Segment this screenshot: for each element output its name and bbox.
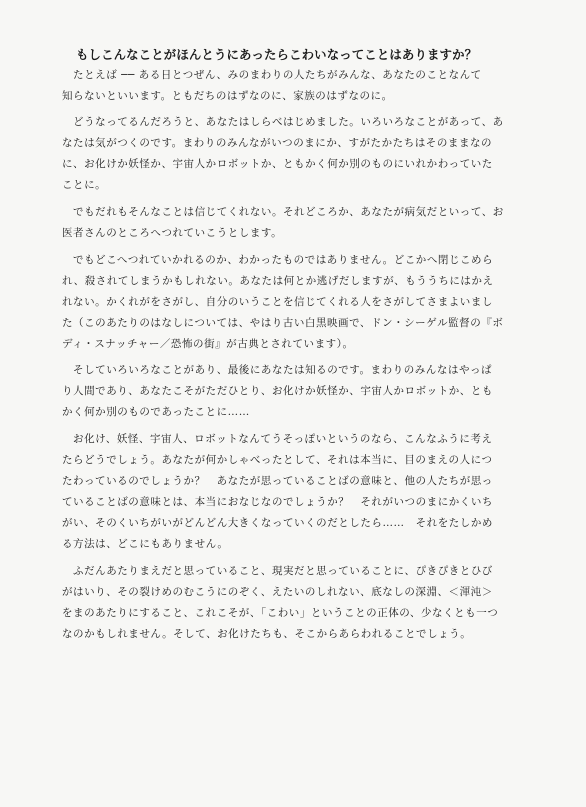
text-line: かく何か別のものであったことに……	[62, 406, 250, 418]
paragraph-6	[62, 424, 562, 550]
paragraph-1	[62, 60, 562, 102]
text-line: ディ・スナッチャー／恐怖の街』が古典とされています）。	[62, 338, 354, 350]
text-line: たわっているのでしょうか？ あなたが思っていることばの意味と、他の人たちが思っ	[62, 475, 493, 487]
document-body	[62, 60, 562, 640]
text-line: そしていろいろなことがあり、最後にあなたは知るのです。まわりのみんなはやっぱ	[62, 364, 493, 376]
text-line: でもだれもそんなことは信じてくれない。それどころか、あなたが病気だといって、お	[62, 206, 504, 218]
text-line: ていることばの意味とは、本当におなじなのでしょうか？ それがいつのまにかくいち	[62, 496, 493, 508]
text-line: る方法は、どこにもありません。	[62, 538, 229, 550]
text-line: たとえば ── ある日とつぜん、みのまわりの人たちがみんな、あなたのことなんて	[62, 69, 482, 81]
paragraph-2	[62, 107, 562, 191]
text-line: たらどうでしょう。あなたが何かしゃべったとして、それは本当に、目のまえの人につ	[62, 454, 493, 466]
text-line: なたは気がつくのです。まわりのみんながいつのまにか、すがたかたちはそのままなの	[62, 137, 493, 149]
text-line: り人間であり、あなたこそがただひとり、お化けか妖怪か、宇宙人かロボットか、とも	[62, 385, 493, 397]
text-line: 知らないといいます。ともだちのはずなのに、家族のはずなのに。	[62, 90, 393, 102]
text-line: がはいり、その裂けめのむこうにのぞく、えたいのしれない、底なしの深淵、＜渾沌＞	[62, 586, 493, 598]
text-line: れ、殺されてしまうかもしれない。あなたは何とか逃げだしますが、もううちにはかえ	[62, 275, 494, 287]
paragraph-4	[62, 245, 562, 350]
document-title: もしこんなことがほんとうにあったらこわいなってことはありますか？	[76, 47, 478, 62]
text-line: た（このあたりのはなしについては、やはり古い白黒映画で、ドン・シーゲル監督の『ボ	[62, 317, 504, 329]
text-line: をまのあたりにすること、これこそが、「こわい」ということの正体の、少なくとも一つ	[62, 607, 499, 619]
text-line: お化け、妖怪、宇宙人、ロボットなんてうそっぽいというのなら、こんなふうに考え	[62, 433, 493, 445]
text-line: なのかもしれません。そして、お化けたちも、そこからあらわれることでしょう。	[62, 628, 472, 640]
text-line: ふだんあたりまえだと思っていること、現実だと思っていることに、ぴきぴきとひび	[62, 565, 493, 577]
text-line: 医者さんのところへつれていこうとします。	[62, 227, 283, 239]
paragraph-3	[62, 197, 562, 239]
text-line: でもどこへつれていかれるのか、わかったものではありません。どこかへ閉じこめら	[62, 254, 494, 266]
paragraph-7	[62, 556, 562, 640]
text-line: どうなってるんだろうと、あなたはしらべはじめました。いろいろなことがあって、あ	[62, 116, 504, 128]
text-line: に、お化けか妖怪か、宇宙人かロボットか、ともかく何か別のものにいれかわっていた	[62, 158, 493, 170]
text-line: ことに。	[62, 179, 107, 191]
paragraph-5	[62, 355, 562, 418]
text-line: がい、そのくいちがいがどんどん大きくなっていくのだとしたら…… それをたしかめ	[62, 517, 493, 529]
text-line: れない。かくれがをさがし、自分のいうことを信じてくれる人をさがしてさまよいまし	[62, 296, 493, 308]
